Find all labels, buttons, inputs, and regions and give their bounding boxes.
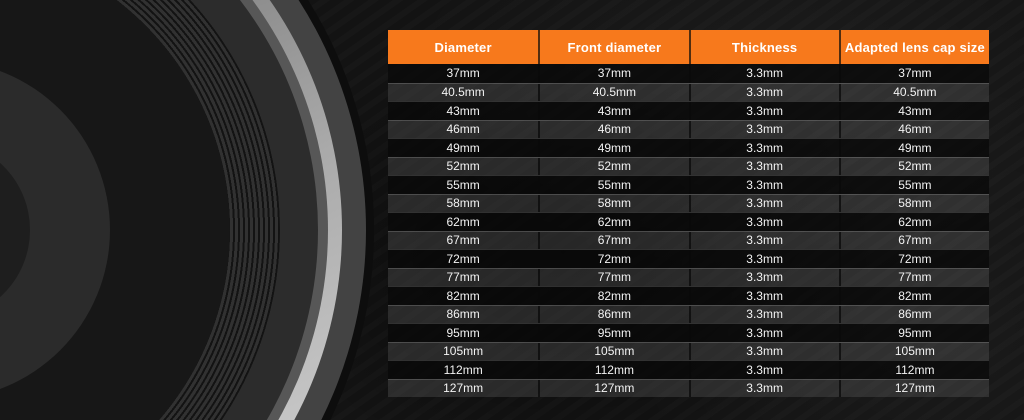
table-cell: 55mm xyxy=(538,176,688,194)
table-cell: 72mm xyxy=(839,250,989,268)
table-row xyxy=(388,64,989,83)
table-cell: 43mm xyxy=(446,103,480,118)
table-row xyxy=(388,194,989,213)
table-cell: 3.3mm xyxy=(689,380,839,398)
table-cell: 40.5mm xyxy=(538,84,688,102)
table-row xyxy=(388,360,989,379)
table-cell: 52mm xyxy=(538,158,688,176)
table-cell: 3.3mm xyxy=(689,121,839,139)
table-row xyxy=(388,342,989,361)
table-cell: 49mm xyxy=(446,140,480,155)
spec-table-header xyxy=(388,30,989,64)
table-cell: 37mm xyxy=(538,64,688,83)
table-cell: 43mm xyxy=(839,102,989,120)
table-row xyxy=(388,157,989,176)
table-cell: 62mm xyxy=(446,214,480,229)
table-row xyxy=(388,305,989,324)
table-cell: 3.3mm xyxy=(689,213,839,231)
table-row xyxy=(388,231,989,250)
table-cell: 127mm xyxy=(443,381,484,396)
table-cell: 52mm xyxy=(446,159,480,174)
table-cell: 77mm xyxy=(839,269,989,287)
table-cell: 62mm xyxy=(538,213,688,231)
table-cell: 46mm xyxy=(446,122,480,137)
table-cell: 3.3mm xyxy=(689,269,839,287)
table-cell: 37mm xyxy=(839,64,989,83)
table-cell: 105mm xyxy=(538,343,688,361)
table-cell: 49mm xyxy=(839,139,989,157)
table-cell: 112mm xyxy=(443,362,483,377)
table-cell: 3.3mm xyxy=(689,158,839,176)
table-cell: 3.3mm xyxy=(689,195,839,213)
table-cell: 55mm xyxy=(446,177,480,192)
table-cell: 3.3mm xyxy=(689,343,839,361)
table-row xyxy=(388,212,989,231)
table-row xyxy=(388,379,989,398)
spec-table-body xyxy=(388,64,989,397)
table-cell: 49mm xyxy=(538,139,688,157)
header-cell-thickness: Thickness xyxy=(689,30,839,64)
table-cell: 58mm xyxy=(538,195,688,213)
table-cell: 3.3mm xyxy=(689,232,839,250)
table-cell: 43mm xyxy=(538,102,688,120)
table-cell: 105mm xyxy=(443,344,484,359)
table-cell: 95mm xyxy=(446,325,480,340)
table-cell: 3.3mm xyxy=(689,84,839,102)
table-cell: 3.3mm xyxy=(689,287,839,305)
table-cell: 3.3mm xyxy=(689,139,839,157)
table-cell: 3.3mm xyxy=(689,176,839,194)
table-cell: 37mm xyxy=(446,66,480,81)
table-cell: 77mm xyxy=(538,269,688,287)
table-cell: 95mm xyxy=(538,324,688,342)
table-cell: 72mm xyxy=(446,251,480,266)
table-cell: 86mm xyxy=(446,307,480,322)
table-cell: 95mm xyxy=(839,324,989,342)
table-cell: 112mm xyxy=(839,361,989,379)
table-cell: 112mm xyxy=(538,361,688,379)
table-cell: 67mm xyxy=(538,232,688,250)
table-cell: 72mm xyxy=(538,250,688,268)
table-row xyxy=(388,83,989,102)
spec-table xyxy=(388,30,989,397)
header-cell-adapted-lens-cap-size: Adapted lens cap size xyxy=(839,30,989,64)
table-cell: 3.3mm xyxy=(689,361,839,379)
table-cell: 77mm xyxy=(446,270,480,285)
table-cell: 127mm xyxy=(538,380,688,398)
table-cell: 105mm xyxy=(839,343,989,361)
table-row xyxy=(388,286,989,305)
table-cell: 58mm xyxy=(839,195,989,213)
table-row xyxy=(388,101,989,120)
header-cell-front-diameter: Front diameter xyxy=(538,30,688,64)
table-cell: 82mm xyxy=(538,287,688,305)
header-cell-diameter: Diameter xyxy=(434,39,492,55)
table-cell: 46mm xyxy=(839,121,989,139)
table-cell: 3.3mm xyxy=(689,306,839,324)
table-cell: 82mm xyxy=(839,287,989,305)
table-cell: 82mm xyxy=(446,288,480,303)
table-cell: 46mm xyxy=(538,121,688,139)
table-row xyxy=(388,138,989,157)
table-cell: 58mm xyxy=(446,196,480,211)
table-row xyxy=(388,268,989,287)
table-cell: 127mm xyxy=(839,380,989,398)
table-row xyxy=(388,175,989,194)
table-cell: 62mm xyxy=(839,213,989,231)
table-cell: 3.3mm xyxy=(689,250,839,268)
table-row xyxy=(388,249,989,268)
table-cell: 3.3mm xyxy=(689,324,839,342)
table-row xyxy=(388,120,989,139)
table-cell: 40.5mm xyxy=(441,85,485,100)
table-cell: 3.3mm xyxy=(689,102,839,120)
table-cell: 86mm xyxy=(839,306,989,324)
table-cell: 40.5mm xyxy=(839,84,989,102)
table-cell: 86mm xyxy=(538,306,688,324)
table-cell: 52mm xyxy=(839,158,989,176)
table-row xyxy=(388,323,989,342)
table-cell: 67mm xyxy=(839,232,989,250)
table-cell: 67mm xyxy=(446,233,480,248)
table-cell: 3.3mm xyxy=(689,64,839,83)
table-cell: 55mm xyxy=(839,176,989,194)
